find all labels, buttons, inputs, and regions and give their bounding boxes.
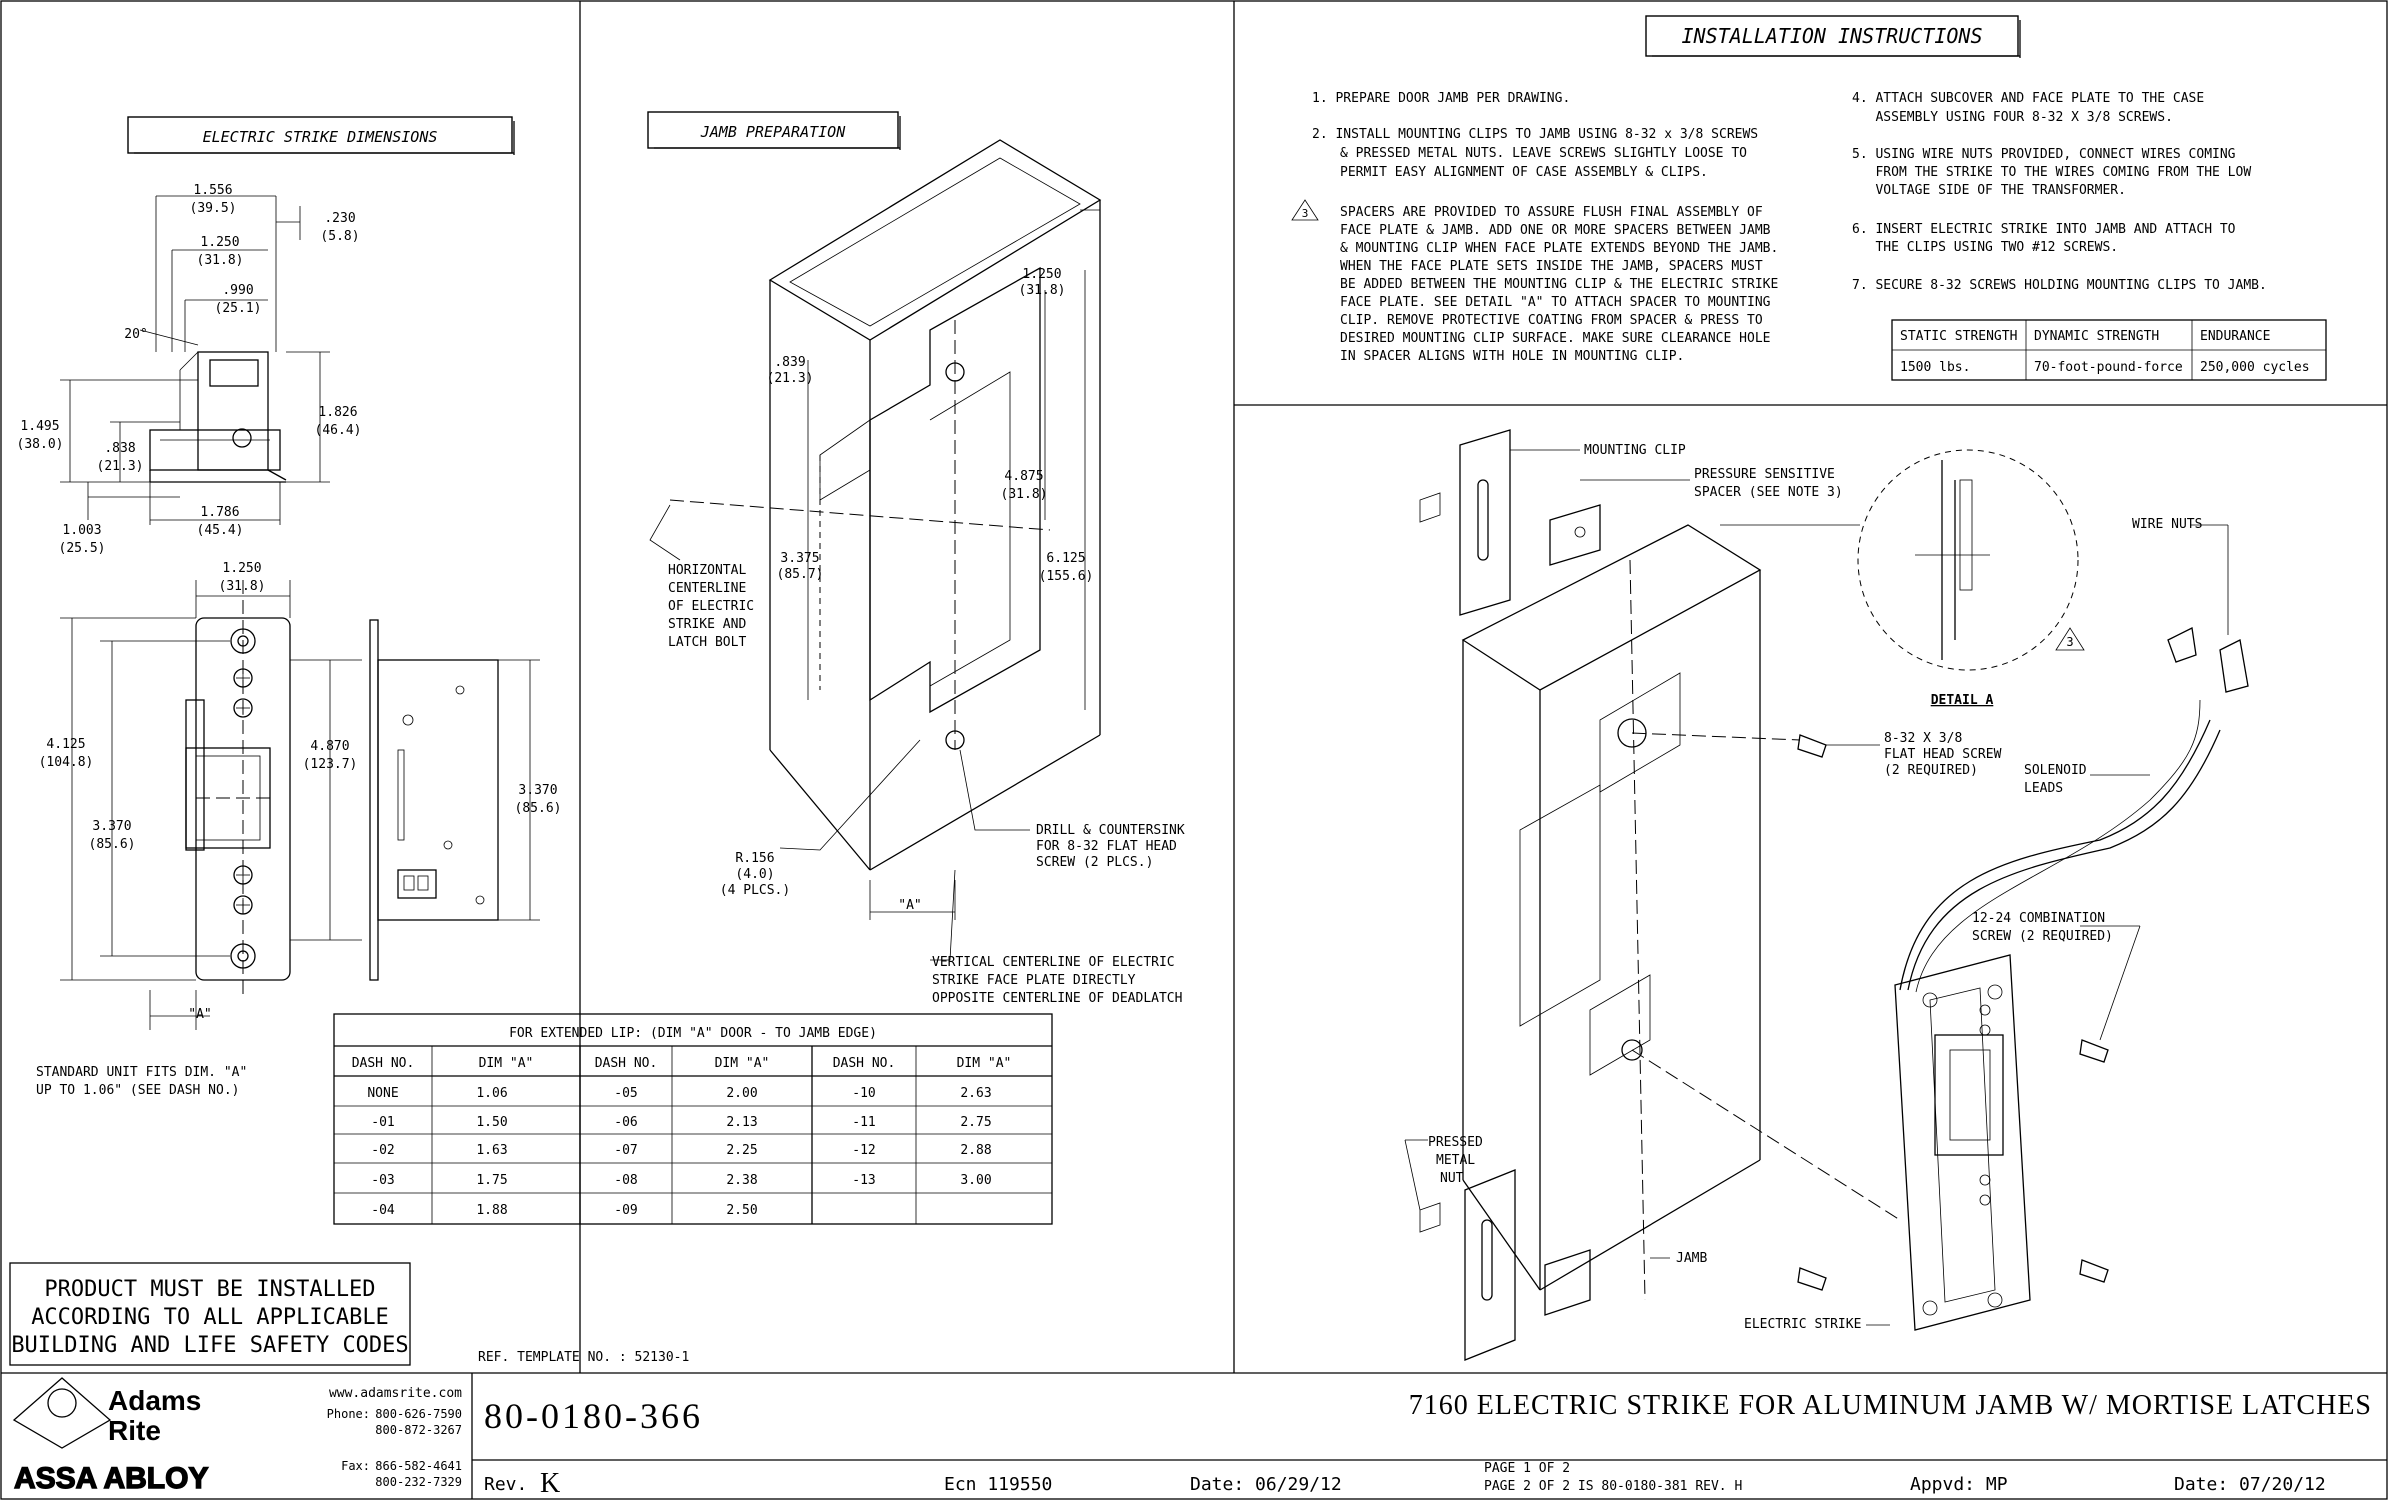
svg-text:1.250: 1.250	[1022, 267, 1062, 282]
strike-top-view	[60, 196, 330, 525]
dim-1786: 1.786	[200, 505, 240, 520]
svg-text:(31.8): (31.8)	[1018, 283, 1066, 298]
svg-text:6.125: 6.125	[1046, 551, 1086, 566]
svg-text:Rite: Rite	[108, 1415, 161, 1446]
svg-text:FACE PLATE & JAMB. ADD ONE OR: FACE PLATE & JAMB. ADD ONE OR MORE SPACERS BETWEEN JAMB	[1340, 223, 1771, 238]
svg-text:& MOUNTING CLIP WHEN FACE PLAT: & MOUNTING CLIP WHEN FACE PLATE EXTENDS BEYOND THE JAMB.	[1340, 241, 1779, 256]
svg-text:1.06: 1.06	[476, 1086, 508, 1101]
svg-text:Date: 07/20/12: Date: 07/20/12	[2174, 1474, 2326, 1495]
svg-text:Date: 06/29/12: Date: 06/29/12	[1190, 1474, 1342, 1495]
dim-838: .838	[104, 441, 136, 456]
svg-text:Fax:: Fax:	[341, 1459, 370, 1473]
svg-text:-06: -06	[614, 1115, 638, 1130]
svg-text:ASSEMBLY USING FOUR 8-32 X 3/8: ASSEMBLY USING FOUR 8-32 X 3/8 SCREWS.	[1852, 110, 2173, 125]
dim-side-3370: 3.370	[518, 783, 558, 798]
dim-990-mm: (25.1)	[214, 301, 262, 316]
svg-text:6. INSERT ELECTRIC STRIKE INTO: 6. INSERT ELECTRIC STRIKE INTO JAMB AND ATTACH TO	[1852, 222, 2236, 237]
website: www.adamsrite.com	[328, 1386, 462, 1401]
title-installation-instructions	[1646, 16, 2020, 58]
svg-text:2.13: 2.13	[726, 1115, 758, 1130]
svg-text:ELECTRIC STRIKE DIMENSIONS: ELECTRIC STRIKE DIMENSIONS	[202, 128, 438, 146]
svg-text:4.875: 4.875	[1004, 469, 1044, 484]
svg-text:SPACER (SEE NOTE 3): SPACER (SEE NOTE 3)	[1694, 485, 1843, 500]
svg-text:VOLTAGE SIDE OF THE TRANSFORME: VOLTAGE SIDE OF THE TRANSFORMER.	[1852, 183, 2126, 198]
svg-text:1. PREPARE DOOR JAMB PER DRAWI: 1. PREPARE DOOR JAMB PER DRAWING.	[1312, 91, 1571, 106]
svg-text:1500 lbs.: 1500 lbs.	[1900, 360, 1971, 375]
svg-text:DRILL & COUNTERSINK: DRILL & COUNTERSINK	[1036, 823, 1185, 838]
svg-text:WIRE NUTS: WIRE NUTS	[2132, 517, 2203, 532]
dim-1556: 1.556	[193, 183, 233, 198]
svg-text:(2 REQUIRED): (2 REQUIRED)	[1884, 763, 1978, 778]
svg-text:800-626-7590: 800-626-7590	[375, 1407, 462, 1421]
svg-text:-02: -02	[371, 1143, 395, 1158]
svg-text:-11: -11	[852, 1115, 876, 1130]
drawing-title: 7160 ELECTRIC STRIKE FOR ALUMINUM JAMB W/ MORTISE LATCHES	[1408, 1390, 2372, 1421]
svg-text:JAMB PREPARATION: JAMB PREPARATION	[700, 123, 846, 141]
dim-838-mm: (21.3)	[96, 459, 144, 474]
svg-text:Appvd: MP: Appvd: MP	[1910, 1474, 2008, 1495]
safety-notice	[10, 1263, 410, 1365]
dash-table-row	[371, 1203, 757, 1218]
svg-text:ENDURANCE: ENDURANCE	[2200, 329, 2271, 344]
svg-text:"A": "A"	[898, 898, 922, 913]
svg-text:-03: -03	[371, 1173, 395, 1188]
svg-text:800-232-7329: 800-232-7329	[375, 1475, 462, 1489]
svg-text:PRESSED: PRESSED	[1428, 1135, 1483, 1150]
exploded-assembly	[1405, 430, 2248, 1360]
svg-text:DASH NO.: DASH NO.	[351, 1056, 415, 1071]
dim-angle: 20°	[124, 327, 148, 342]
svg-text:.839: .839	[774, 355, 806, 370]
svg-text:STATIC STRENGTH: STATIC STRENGTH	[1900, 329, 2018, 344]
svg-text:(155.6): (155.6)	[1038, 569, 1094, 584]
svg-text:DESIRED MOUNTING CLIP SURFACE.: DESIRED MOUNTING CLIP SURFACE. MAKE SURE CLEARANCE HOLE	[1340, 331, 1771, 346]
dim-3370-mm: (85.6)	[88, 837, 136, 852]
svg-text:(31.8): (31.8)	[1000, 487, 1048, 502]
svg-text:Adams: Adams	[108, 1385, 202, 1416]
svg-text:-05: -05	[614, 1086, 638, 1101]
svg-text:THE CLIPS USING TWO #12 SCREWS: THE CLIPS USING TWO #12 SCREWS.	[1852, 240, 2119, 255]
dash-table-row	[371, 1115, 991, 1130]
svg-text:2.63: 2.63	[960, 1086, 992, 1101]
svg-text:SCREW (2 REQUIRED): SCREW (2 REQUIRED)	[1972, 929, 2113, 944]
svg-text:3.00: 3.00	[960, 1173, 992, 1188]
dash-table-title: FOR EXTENDED LIP: (DIM "A" DOOR - TO JAMB EDGE)	[509, 1026, 877, 1041]
svg-text:DYNAMIC STRENGTH: DYNAMIC STRENGTH	[2034, 329, 2160, 344]
svg-text:PAGE 1 OF 2: PAGE 1 OF 2	[1484, 1461, 1571, 1476]
svg-text:OPPOSITE CENTERLINE OF DEADLAT: OPPOSITE CENTERLINE OF DEADLATCH	[932, 991, 1183, 1006]
note-3-marker: 3	[1301, 207, 1309, 220]
jamb-isometric	[650, 140, 1100, 960]
svg-text:& PRESSED METAL NUTS. LEAVE S: & PRESSED METAL NUTS. LEAVE SCREWS SLIGHTLY LOOSE TO	[1340, 146, 1747, 161]
dim-230-mm: (5.8)	[320, 229, 360, 244]
strike-front-view	[60, 580, 362, 1030]
svg-text:1.63: 1.63	[476, 1143, 508, 1158]
svg-text:CLIP. REMOVE PROTECTIVE COATI: CLIP. REMOVE PROTECTIVE COATING FROM SPACER & PRESS TO	[1340, 313, 1763, 328]
svg-text:SPACERS ARE PROVIDED TO ASSURE: SPACERS ARE PROVIDED TO ASSURE FLUSH FINAL ASSEMBLY OF	[1340, 205, 1763, 220]
svg-text:DIM "A": DIM "A"	[478, 1056, 534, 1071]
svg-text:SCREW (2 PLCS.): SCREW (2 PLCS.)	[1036, 855, 1154, 870]
svg-text:2. INSTALL MOUNTING CLIPS TO J: 2. INSTALL MOUNTING CLIPS TO JAMB USING 8-32 x 3/8 SCREWS	[1312, 127, 1759, 142]
adams-rite-logo	[14, 1378, 208, 1495]
svg-text:2.75: 2.75	[960, 1115, 992, 1130]
svg-text:PRESSURE SENSITIVE: PRESSURE SENSITIVE	[1694, 467, 1835, 482]
standard-note-line-1: STANDARD UNIT FITS DIM. "A"	[36, 1065, 248, 1080]
svg-text:2.25: 2.25	[726, 1143, 758, 1158]
svg-text:METAL: METAL	[1436, 1153, 1476, 1168]
title-jamb-preparation	[648, 112, 900, 150]
svg-text:PAGE 2 OF 2 IS 80-0180-381 REV: PAGE 2 OF 2 IS 80-0180-381 REV. H	[1484, 1479, 1743, 1494]
svg-text:DIM "A": DIM "A"	[714, 1056, 770, 1071]
svg-text:JAMB: JAMB	[1676, 1251, 1708, 1266]
svg-text:-08: -08	[614, 1173, 638, 1188]
svg-text:2.00: 2.00	[726, 1086, 758, 1101]
svg-text:2.88: 2.88	[960, 1143, 992, 1158]
dim-230: .230	[324, 211, 356, 226]
svg-text:-09: -09	[614, 1203, 638, 1218]
svg-text:-01: -01	[371, 1115, 395, 1130]
svg-text:Phone:: Phone:	[326, 1407, 370, 1421]
svg-text:-10: -10	[852, 1086, 876, 1101]
dim-1826-mm: (46.4)	[314, 423, 362, 438]
svg-text:VERTICAL CENTERLINE OF ELECTRI: VERTICAL CENTERLINE OF ELECTRIC	[932, 955, 1175, 970]
svg-text:STRIKE AND: STRIKE AND	[668, 617, 747, 632]
svg-text:-07: -07	[614, 1143, 638, 1158]
strike-side-view	[370, 620, 540, 980]
svg-text:WHEN THE FACE PLATE SETS INSID: WHEN THE FACE PLATE SETS INSIDE THE JAMB, SPACERS MUST	[1340, 259, 1763, 274]
svg-text:12-24 COMBINATION: 12-24 COMBINATION	[1972, 911, 2106, 926]
svg-text:MOUNTING CLIP: MOUNTING CLIP	[1584, 443, 1686, 458]
jamb-labels	[668, 267, 1185, 1006]
spec-table	[1892, 320, 2326, 380]
svg-text:BUILDING AND LIFE SAFETY CODES: BUILDING AND LIFE SAFETY CODES	[11, 1333, 409, 1358]
strike-front-dimension-labels	[36, 561, 561, 1098]
svg-text:DIM "A": DIM "A"	[956, 1056, 1012, 1071]
svg-text:PERMIT EASY ALIGNMENT OF CASE: PERMIT EASY ALIGNMENT OF CASE ASSEMBLY & CLIPS.	[1340, 165, 1708, 180]
dim-1495-mm: (38.0)	[16, 437, 64, 452]
svg-text:2.38: 2.38	[726, 1173, 758, 1188]
svg-text:ACCORDING TO ALL APPLICABLE: ACCORDING TO ALL APPLICABLE	[31, 1305, 389, 1330]
svg-text:8-32 X 3/8: 8-32 X 3/8	[1884, 731, 1963, 746]
dash-no-table	[334, 1014, 1052, 1224]
svg-text:OF ELECTRIC: OF ELECTRIC	[668, 599, 755, 614]
svg-text:HORIZONTAL: HORIZONTAL	[668, 563, 747, 578]
svg-text:INSTALLATION INSTRUCTIONS: INSTALLATION INSTRUCTIONS	[1681, 24, 1983, 48]
svg-text:FOR 8-32 FLAT HEAD: FOR 8-32 FLAT HEAD	[1036, 839, 1177, 854]
svg-text:1.75: 1.75	[476, 1173, 508, 1188]
svg-text:ASSA ABLOY: ASSA ABLOY	[14, 1462, 209, 1495]
dim-front-1250: 1.250	[222, 561, 262, 576]
dim-4870: 4.870	[310, 739, 350, 754]
svg-text:SOLENOID: SOLENOID	[2024, 763, 2087, 778]
svg-text:STRIKE FACE PLATE DIRECTLY: STRIKE FACE PLATE DIRECTLY	[932, 973, 1136, 988]
dim-1786-mm: (45.4)	[196, 523, 244, 538]
svg-text:FACE PLATE. SEE DETAIL "A" TO: FACE PLATE. SEE DETAIL "A" TO ATTACH SPACER TO MOUNTING	[1340, 295, 1771, 310]
svg-text:ELECTRIC STRIKE: ELECTRIC STRIKE	[1744, 1317, 1862, 1332]
dim-1250: 1.250	[200, 235, 240, 250]
svg-text:Rev.: Rev.	[484, 1474, 528, 1495]
dash-table-row	[367, 1086, 991, 1101]
svg-text:LATCH BOLT: LATCH BOLT	[668, 635, 747, 650]
svg-text:DASH NO.: DASH NO.	[832, 1056, 896, 1071]
svg-text:-13: -13	[852, 1173, 876, 1188]
dim-a-front: "A"	[188, 1007, 212, 1022]
dim-side-3370-mm: (85.6)	[514, 801, 562, 816]
svg-text:(4 PLCS.): (4 PLCS.)	[719, 883, 791, 898]
svg-text:250,000 cycles: 250,000 cycles	[2200, 360, 2310, 375]
strike-top-dimension-labels	[17, 183, 362, 556]
svg-text:FLAT HEAD SCREW: FLAT HEAD SCREW	[1884, 747, 2002, 762]
exploded-labels	[1428, 443, 2202, 1332]
svg-text:4. ATTACH SUBCOVER AND FACE PL: 4. ATTACH SUBCOVER AND FACE PLATE TO THE CASE	[1852, 91, 2205, 106]
svg-text:DASH NO.: DASH NO.	[594, 1056, 658, 1071]
svg-text:7. SECURE 8-32 SCREWS HOLDING: 7. SECURE 8-32 SCREWS HOLDING MOUNTING CLIPS TO JAMB.	[1852, 278, 2267, 293]
svg-text:(85.7): (85.7)	[776, 567, 824, 582]
revision: K	[540, 1468, 561, 1499]
dim-990: .990	[222, 283, 254, 298]
dim-1250-mm: (31.8)	[196, 253, 244, 268]
title-block	[14, 1373, 2387, 1499]
dim-4125: 4.125	[46, 737, 86, 752]
svg-text:IN SPACER ALIGNS WITH HOLE IN: IN SPACER ALIGNS WITH HOLE IN MOUNTING CLIP.	[1340, 349, 1685, 364]
dim-front-1250-mm: (31.8)	[218, 579, 266, 594]
svg-text:NUT: NUT	[1440, 1171, 1464, 1186]
detail-3-marker: 3	[2066, 635, 2074, 649]
svg-text:CENTERLINE: CENTERLINE	[668, 581, 747, 596]
dim-4125-mm: (104.8)	[38, 755, 94, 770]
dim-1003-mm: (25.5)	[58, 541, 106, 556]
svg-text:Ecn 119550: Ecn 119550	[944, 1474, 1053, 1495]
svg-text:PRODUCT MUST BE INSTALLED: PRODUCT MUST BE INSTALLED	[44, 1277, 376, 1302]
dash-table-row	[371, 1143, 991, 1158]
dim-3370: 3.370	[92, 819, 132, 834]
svg-text:800-872-3267: 800-872-3267	[375, 1423, 462, 1437]
svg-text:866-582-4641: 866-582-4641	[375, 1459, 462, 1473]
svg-text:-04: -04	[371, 1203, 395, 1218]
dash-table-headers	[352, 1056, 1012, 1071]
part-number: 80-0180-366	[484, 1396, 703, 1436]
svg-text:70-foot-pound-force: 70-foot-pound-force	[2034, 360, 2183, 375]
dim-1826: 1.826	[318, 405, 358, 420]
svg-text:-12: -12	[852, 1143, 876, 1158]
svg-text:2.50: 2.50	[726, 1203, 758, 1218]
svg-text:1.88: 1.88	[476, 1203, 508, 1218]
svg-text:LEADS: LEADS	[2024, 781, 2064, 796]
dim-1495: 1.495	[20, 419, 60, 434]
detail-a-label: DETAIL A	[1930, 693, 1994, 708]
svg-text:(21.3): (21.3)	[766, 371, 814, 386]
ref-template: REF. TEMPLATE NO. : 52130-1	[478, 1350, 690, 1365]
svg-text:NONE: NONE	[367, 1086, 399, 1101]
svg-text:5. USING WIRE NUTS PROVIDED, C: 5. USING WIRE NUTS PROVIDED, CONNECT WIRES COMING	[1852, 147, 2236, 162]
dim-1003: 1.003	[62, 523, 102, 538]
svg-text:1.50: 1.50	[476, 1115, 508, 1130]
svg-text:FROM THE STRIKE TO THE WIRES C: FROM THE STRIKE TO THE WIRES COMING FROM THE LOW	[1852, 165, 2252, 180]
svg-text:R.156: R.156	[735, 851, 775, 866]
svg-text:BE ADDED BETWEEN THE MOUNTING: BE ADDED BETWEEN THE MOUNTING CLIP & THE ELECTRIC STRIKE	[1340, 277, 1779, 292]
standard-note-line-2: UP TO 1.06" (SEE DASH NO.)	[36, 1083, 240, 1098]
dim-4870-mm: (123.7)	[302, 757, 358, 772]
title-electric-strike-dimensions	[128, 117, 514, 155]
instructions-right	[1852, 91, 2267, 293]
instructions-left	[1292, 91, 1778, 364]
svg-text:(4.0): (4.0)	[735, 867, 775, 882]
dim-1556-mm: (39.5)	[189, 201, 237, 216]
svg-text:3.375: 3.375	[780, 551, 820, 566]
dash-table-row	[371, 1173, 991, 1188]
